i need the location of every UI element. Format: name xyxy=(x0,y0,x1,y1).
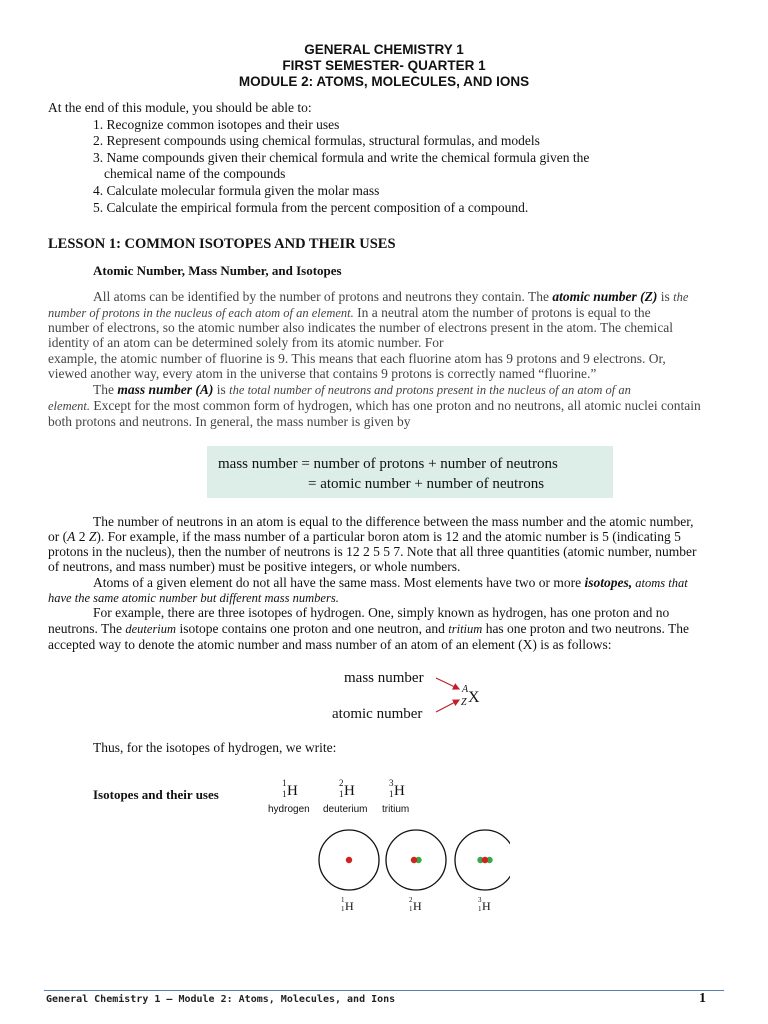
svg-text:2: 2 xyxy=(409,896,413,904)
svg-text:H: H xyxy=(394,783,405,799)
mass-number-label: mass number xyxy=(344,670,424,686)
proton xyxy=(482,857,488,863)
objective-item-continued: chemical name of the compounds xyxy=(104,166,286,181)
header-line-3: MODULE 2: ATOMS, MOLECULES, AND IONS xyxy=(238,74,530,89)
isotope-symbol-hydrogen xyxy=(268,778,310,815)
equation-line-1: mass number = number of protons + number of neutrons xyxy=(218,456,558,472)
subscript-z: Z xyxy=(461,697,467,708)
para1-line1: All atoms can be identified by the number of protons and neutrons they contain. The atomic number (Z) is the xyxy=(93,289,689,304)
proton xyxy=(411,857,417,863)
isotope-name: hydrogen xyxy=(268,804,310,815)
isotopes-heading: Isotopes and their uses xyxy=(93,787,219,802)
equation-line-2: = atomic number + number of neutrons xyxy=(308,476,545,492)
definition-mass-number: the total number of neutrons and protons present in the nucleus of an atom of an xyxy=(229,383,631,397)
svg-text:1: 1 xyxy=(282,778,287,788)
svg-text:H: H xyxy=(413,899,422,913)
isotope-name: tritium xyxy=(382,804,410,815)
objective-item: 4. Calculate molecular formula given the molar mass xyxy=(93,183,380,198)
definition-atomic-number: number of protons in the nucleus of each atom of an element. xyxy=(48,306,354,320)
hydrogen-isotope-symbols xyxy=(260,776,430,820)
svg-text:1: 1 xyxy=(389,789,394,799)
svg-text:1: 1 xyxy=(478,905,482,913)
svg-text:3: 3 xyxy=(478,896,482,904)
isotope-symbol-deuterium xyxy=(323,778,367,815)
thus-sentence: Thus, for the isotopes of hydrogen, we write: xyxy=(93,740,337,755)
objectives-intro: At the end of this module, you should be able to: xyxy=(48,100,312,115)
term-isotopes: isotopes, xyxy=(584,575,633,590)
para1-line3: number of electrons, so the atomic number also indicates the number of electrons present in the atom. The chemical xyxy=(48,320,674,335)
footer-text: General Chemistry 1 – Module 2: Atoms, Molecules, and Ions xyxy=(46,994,396,1005)
svg-text:1: 1 xyxy=(282,789,287,799)
svg-text:H: H xyxy=(287,783,298,799)
isotope-symbol-tritium xyxy=(382,778,409,815)
para5-line2: neutrons. The deuterium isotope contains one proton and one neutron, and tritium has one proton and two neutrons. The xyxy=(48,621,690,636)
atomic-number-label: atomic number xyxy=(332,706,423,722)
objective-item: 1. Recognize common isotopes and their uses xyxy=(93,117,340,132)
svg-text:3: 3 xyxy=(389,778,394,788)
isotope-notation-diagram xyxy=(320,662,500,728)
para3-line3: protons in the nucleus), then the number of neutrons is 12 2 5 5 7. Note that all three quantities (atomic number, number xyxy=(48,544,697,559)
proton xyxy=(346,857,352,863)
para1-line4: identity of an atom can be determined solely from its atomic number. For xyxy=(48,335,444,350)
term-atomic-number: atomic number (Z) xyxy=(552,289,658,304)
para1-line2: number of protons in the nucleus of each atom of an element. In a neutral atom the number of protons is equal to the xyxy=(48,305,651,320)
page-number: 1 xyxy=(699,991,706,1006)
isotope-name: deuterium xyxy=(323,804,368,815)
header-line-1: GENERAL CHEMISTRY 1 xyxy=(304,42,464,57)
isotope-atom-diagrams xyxy=(310,828,510,920)
para3-line2: or (A 2 Z). For example, if the mass number of a particular boron atom is 12 and the atomic number is 5 (indicating 5 xyxy=(48,529,681,544)
objective-item: 5. Calculate the empirical formula from the percent composition of a compound. xyxy=(93,200,529,215)
mass-number-arrow xyxy=(436,678,459,689)
para5-line1: For example, there are three isotopes of hydrogen. One, simply known as hydrogen, has one proton and no xyxy=(93,605,670,620)
svg-text:H: H xyxy=(344,783,355,799)
para4-line1: Atoms of a given element do not all have the same mass. Most elements have two or more isotopes, atoms that xyxy=(93,575,688,590)
svg-text:1: 1 xyxy=(341,896,345,904)
svg-text:H: H xyxy=(482,899,491,913)
objective-item: 3. Name compounds given their chemical formula and write the chemical formula given the xyxy=(93,150,590,165)
lesson-subtitle: Atomic Number, Mass Number, and Isotopes xyxy=(93,263,342,278)
footer-rule xyxy=(44,990,724,991)
para3-line1: The number of neutrons in an atom is equal to the difference between the mass number and the atomic number, xyxy=(93,514,694,529)
atom-hydrogen xyxy=(319,830,379,913)
para2-line2: element. Except for the most common form of hydrogen, which has one proton and no neutrons, all atomic nuclei contain xyxy=(48,398,701,413)
para5-line3: accepted way to denote the atomic number and mass number of an atom of an element (X) is as follows: xyxy=(48,637,612,652)
objective-item: 2. Represent compounds using chemical formulas, structural formulas, and models xyxy=(93,133,540,148)
para4-line2: have the same atomic number but different mass numbers. xyxy=(48,591,339,605)
lesson-title: LESSON 1: COMMON ISOTOPES AND THEIR USES xyxy=(48,236,396,252)
term-mass-number: mass number (A) xyxy=(117,382,214,397)
superscript-a: A xyxy=(462,684,469,695)
header-line-2: FIRST SEMESTER- QUARTER 1 xyxy=(282,58,486,73)
mass-number-equation-box xyxy=(207,446,613,498)
para2-line1: The mass number (A) is the total number of neutrons and protons present in the nucleus of an atom of an xyxy=(93,382,631,397)
svg-text:1: 1 xyxy=(341,905,345,913)
para1-line5: example, the atomic number of fluorine is 9. This means that each fluorine atom has 9 protons and 9 electrons. Or, xyxy=(48,351,666,366)
svg-text:1: 1 xyxy=(409,905,413,913)
para2-line3: both protons and neutrons. In general, the mass number is given by xyxy=(48,414,411,429)
svg-text:2: 2 xyxy=(339,778,344,788)
element-symbol-x: X xyxy=(468,689,480,706)
para3-line4: of neutrons, and mass number) must be positive integers, or whole numbers. xyxy=(48,559,461,574)
atom-tritium xyxy=(455,830,510,913)
para1-line6: viewed another way, every atom in the universe that contains 9 protons is correctly named “fluorine.” xyxy=(48,366,597,381)
svg-text:1: 1 xyxy=(339,789,344,799)
atom-deuterium xyxy=(386,830,446,913)
svg-text:H: H xyxy=(345,899,354,913)
atomic-number-arrow xyxy=(436,700,459,712)
